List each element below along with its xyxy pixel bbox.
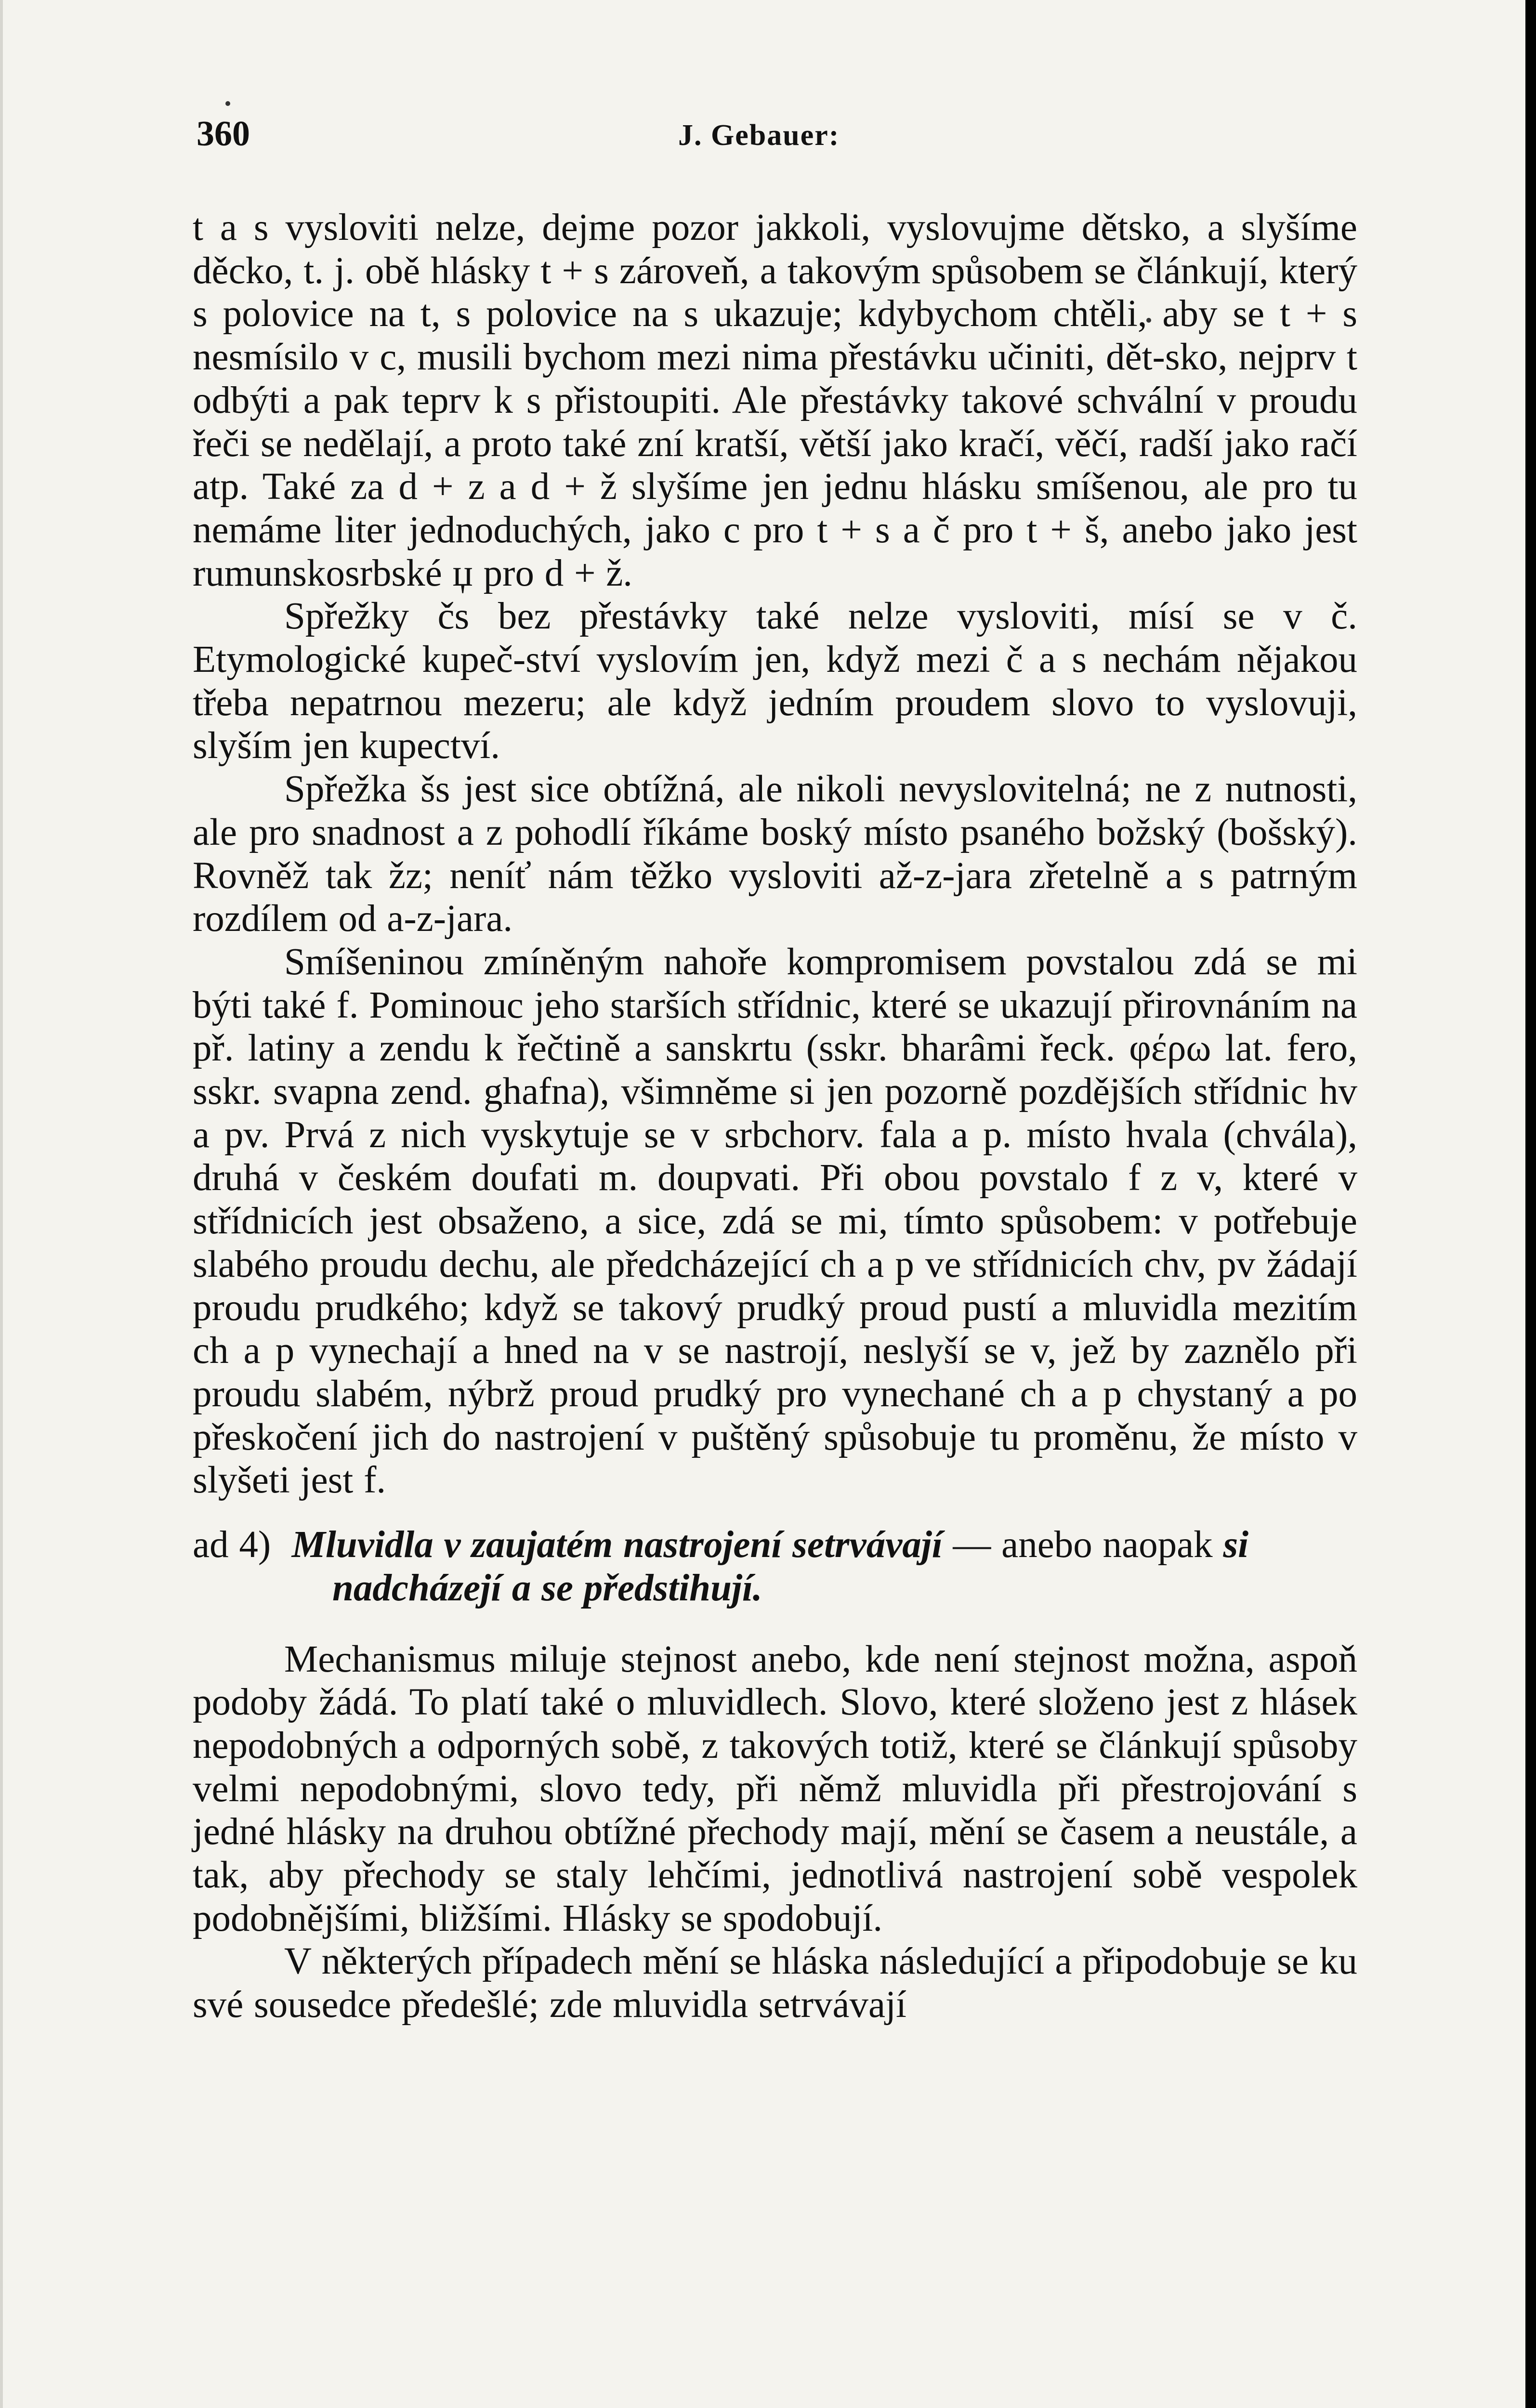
page-body xyxy=(193,206,1357,2027)
page-number: 360 xyxy=(197,114,250,154)
section-dash: — anebo naopak xyxy=(953,1524,1213,1566)
paragraph: Spřežka šs jest sice obtížná, ale nikoli nevyslovitelná; ne z nutnosti, ale pro snadnost a z pohodlí říkáme boský místo psaného božský (bošský). Rovněž tak žz; neníť nám těžko vysloviti až-z-jara zřetelně a s patrným rozdílem od a-z-jara. xyxy=(193,768,1357,940)
paragraph: Mechanismus miluje stejnost anebo, kde není stejnost možna, aspoň podoby žádá. To platí také o mluvidlech. Slovo, které složeno jest z hlásek nepodobných a odporných sobě, z takových totiž, které se článkují spůsoby velmi nepodobnými, slovo tedy, při němž mluvidla při přestrojování s jedné hlásky na druhou obtížné přechody mají, mění se časem a neustále, a tak, aby přechody se staly lehčími, jednotlivá nastrojení sobě vespolek podobnějšími, bližšími. Hlásky se spodobují. xyxy=(193,1638,1357,1939)
paragraph: V některých případech mění se hláska následující a připodobuje se ku své sousedce předešlé; zde mluvidla setrvávají xyxy=(193,1940,1357,2026)
running-title: J. Gebauer: xyxy=(678,119,840,152)
paragraph: Spřežky čs bez přestávky také nelze vysloviti, mísí se v č. Etymologické kupeč-ství vyslovím jen, když mezi č a s nechám nějakou třeba nepatrnou mezeru; ale když jedním proudem slovo to vyslovuji, slyším jen kupectví. xyxy=(193,595,1357,767)
page-header xyxy=(197,114,1357,157)
scan-left-edge xyxy=(0,0,3,2408)
paragraph: Smíšeninou zmíněným nahoře kompromisem povstalou zdá se mi býti také f. Pominouc jeho starších střídnic, které se ukazují přirovnáním na př. latiny a zendu k řečtině a sanskrtu (sskr. bharâmi řeck. φέρω lat. fero, sskr. svapna zend. ghafna), všimněme si jen pozorně pozdějších střídnic hv a pv. Prvá z nich vyskytuje se v srbchorv. fala a p. místo hvala (chvála), druhá v českém doufati m. doupvati. Při obou povstalo f z v, které v střídnicích jest obsaženo, a sice, zdá se mi, tímto spůsobem: v potřebuje slabého proudu dechu, ale předcházející ch a p ve střídnicích chv, pv žádají proudu prudkého; když se takový prudký proud pustí a mluvidla mezitím ch a p vynechají a hned na v se nastrojí, neslyší se v, jež by zaznělo při proudu slabém, nýbrž proud prudký pro vynechané ch a p chystaný a po přeskočení jich do nastrojení v puštěný spůsobuje tu proměnu, že místo v slyšeti jest f. xyxy=(193,941,1357,1502)
section-title: Mluvidla v zaujatém nastrojení setrvávají xyxy=(291,1524,943,1566)
section-subtitle: si nadcházejí a se předstihují. xyxy=(332,1524,1249,1609)
section-label: ad 4) xyxy=(193,1524,271,1566)
scan-right-edge xyxy=(1525,0,1536,2408)
paragraph: t a s vysloviti nelze, dejme pozor jakkoli, vyslovujme dětsko, a slyšíme děcko, t. j. obě hlásky t + s zároveň, a takovým spůsobem se článkují, který s polovice na t, s polovice na s ukazuje; kdybychom chtěli, aby se t + s nesmísilo v c, musili bychom mezi nima přestávku učiniti, dět-sko, nejprv t odbýti a pak teprv k s přistoupiti. Ale přestávky takové schvální v proudu řeči se nedělají, a proto také zní kratší, větší jako kračí, věčí, radší jako račí atp. Také za d + z a d + ž slyšíme jen jednu hlásku smíšenou, ale pro tu nemáme liter jednoduchých, jako c pro t + s a č pro t + š, anebo jako jest rumunskosrbské џ pro d + ž. xyxy=(193,207,1357,594)
ink-speck xyxy=(225,101,230,106)
section-heading xyxy=(193,1523,1357,1610)
